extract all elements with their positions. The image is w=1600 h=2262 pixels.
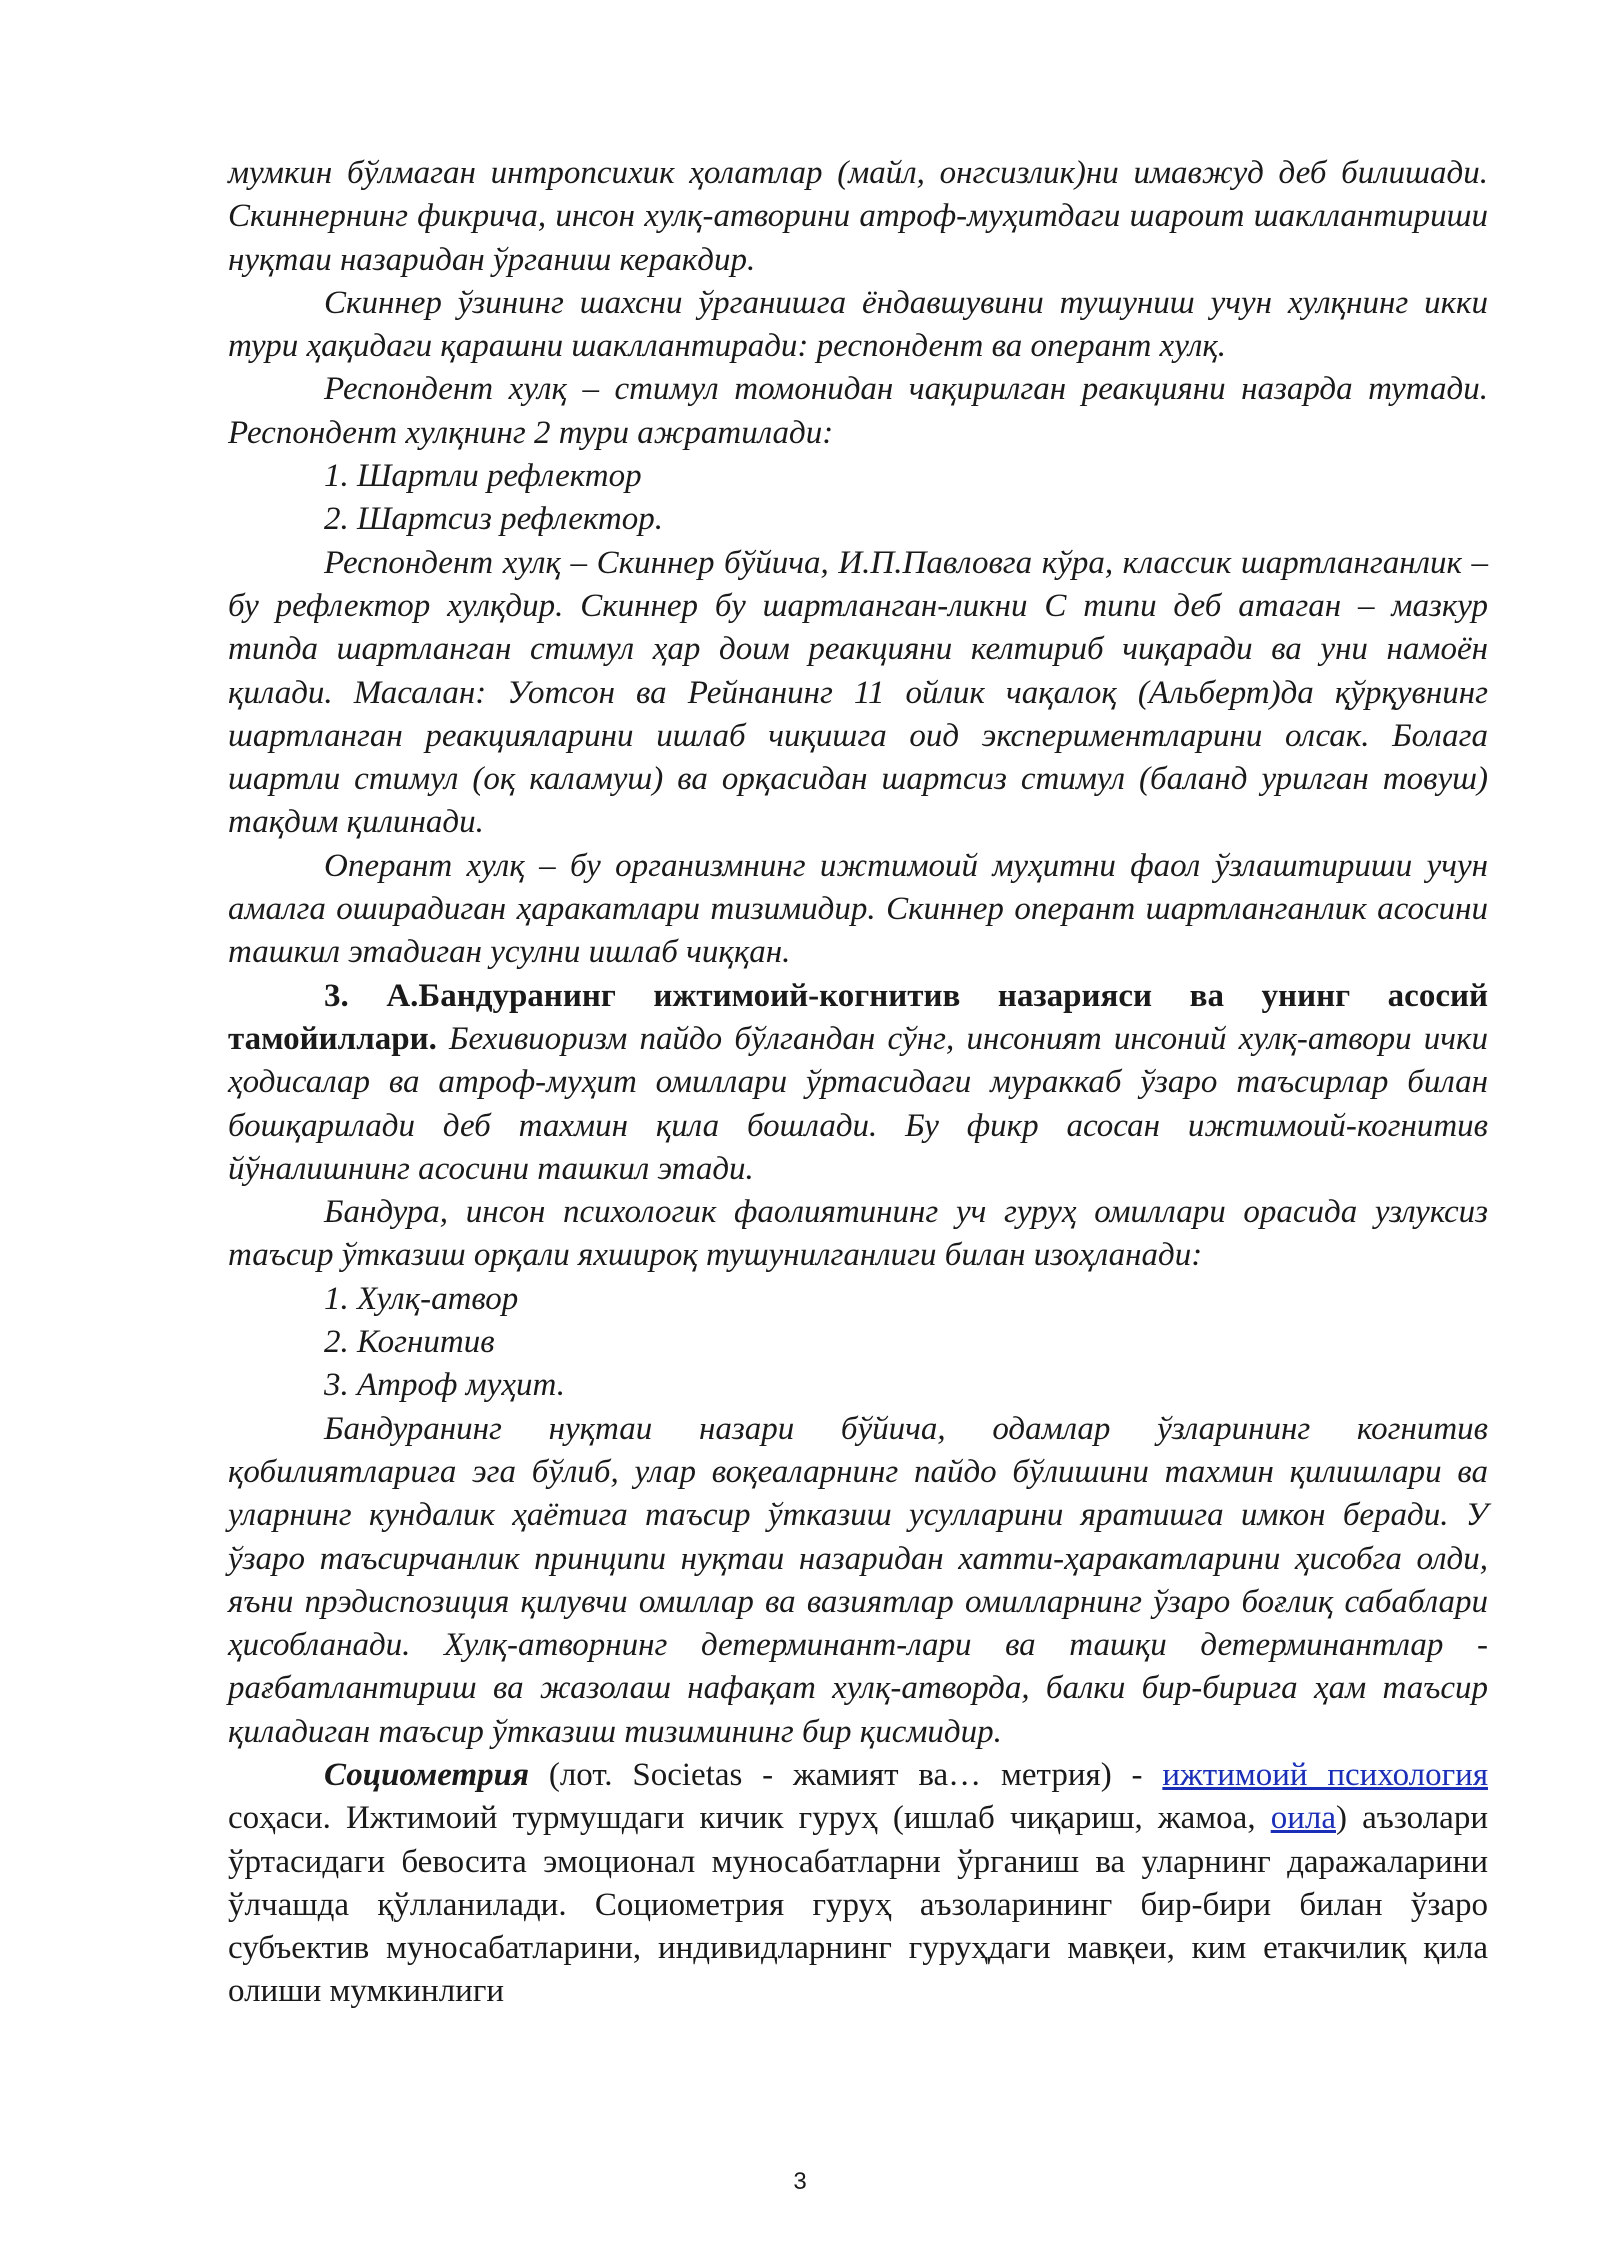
paragraph-3: Респондент хулқ – стимул томонидан чақирилган реакцияни назарда тутади. Респондент хулқнинг 2 тури ажратилади: xyxy=(228,371,1488,451)
document-page xyxy=(228,152,1488,2014)
section-text: Бехивиоризм пайдо бўлгандан сўнг, инсоният инсоний хулқ-атвори ички ҳодисалар ва атроф-муҳит омиллари ўртасидаги мураккаб ўзаро таъсирлар билан бошқарилади деб тахмин қила бошлади. Бу фикр асосан ижтимоий-когнитив йўналишнинг асосини ташкил этади. xyxy=(228,1020,1488,1187)
list-item: 1. Хулқ-атвор xyxy=(324,1280,519,1317)
link-social-psychology[interactable]: ижтимоий психология xyxy=(1162,1756,1488,1793)
paragraph-9 xyxy=(228,1754,1488,2014)
link-family[interactable]: оила xyxy=(1270,1800,1336,1837)
paragraph-8: Бандуранинг нуқтаи назари бўйича, одамлар ўзларининг когнитив қобилиятларига эга бўлиб, улар воқеаларнинг пайдо бўлишини тахмин қилишлари ва уларнинг кундалик ҳаётига таъсир ўтказиш усулларини яратишга имкон беради. У ўзаро таъсирчанлик принципи нуқтаи назаридан хатти-ҳаракатларини ҳисобга олди, яъни прэдиспозиция қилувчи омиллар ва вазиятлар омилларнинг ўзаро боғлиқ сабаблари ҳисобланади. Хулқ-атворнинг детерминант-лари ва ташқи детерминантлар - рағбатлантириш ва жазолаш нафақат хулқ-атворда, балки бир-бирига ҳам таъсир қиладиган таъсир ўтказиш тизимининг бир қисмидир. xyxy=(228,1410,1488,1750)
paragraph-5: Оперант хулқ – бу организмнинг ижтимоий муҳитни фаол ўзлаштириши учун амалга оширадиган ҳаракатлари тизимидир. Скиннер оперант шартланганлик асосини ташкил этадиган усулни ишлаб чиққан. xyxy=(228,847,1488,971)
paragraph-9-part-2: соҳаси. Ижтимоий турмушдаги кичик гуруҳ (ишлаб чиқариш, жамоа, xyxy=(228,1800,1271,1837)
paragraph-7: Бандура, инсон психологик фаолиятининг уч гуруҳ омиллари орасида узлуксиз таъсир ўтказиш орқали яхшироқ тушунилганлиги билан изоҳланади: xyxy=(228,1194,1488,1274)
term-sociometry: Социометрия xyxy=(324,1756,530,1793)
page-number: 3 xyxy=(793,2168,807,2195)
paragraph-4: Респондент хулқ – Скиннер бўйича, И.П.Павловга кўра, классик шартланганлик – бу рефлектор хулқдир. Скиннер бу шартланган-ликни С типи деб атаган – мазкур типда шартланган стимул ҳар доим реакцияни келтириб чиқаради ва уни намоён қилади. Масалан: Уотсон ва Рейнанинг 11 ойлик чақалоқ (Альберт)да қўрқувнинг шартланган реакцияларини ишлаб чиқишга оид экспериментларини олсак. Болага шартли стимул (оқ каламуш) ва орқасидан шартсиз стимул (баланд урилган товуш) тақдим қилинади. xyxy=(228,544,1488,841)
list-item: 2. Шартсиз рефлектор. xyxy=(324,501,663,538)
paragraph-6 xyxy=(228,975,1488,1191)
list-item: 2. Когнитив xyxy=(324,1324,495,1361)
section-heading: 3. А.Бандуранинг ижтимоий-когнитив назарияси ва унинг асосий тамойиллари. xyxy=(228,977,1488,1057)
paragraph-1: мумкин бўлмаган интропсихик ҳолатлар (майл, онгсизлик)ни имавжуд деб билишади. Скиннернинг фикрича, инсон хулқ-атворини атроф-муҳитдаги шароит шакллантириши нуқтаи назаридан ўрганиш керакдир. xyxy=(228,155,1488,278)
paragraph-2: Скиннер ўзининг шахсни ўрганишга ёндавшувини тушуниш учун хулқнинг икки тури ҳақидаги қарашни шакллантиради: респондент ва оперант хулқ. xyxy=(228,284,1488,365)
paragraph-9-part-1: (лот. Societas - жамият ва… метрия) - xyxy=(529,1756,1163,1793)
list-item: 3. Атроф муҳит. xyxy=(324,1367,566,1404)
list-item: 1. Шартли рефлектор xyxy=(324,458,642,495)
paragraph-9-part-3: ) аъзолари ўртасидаги бевосита эмоционал муносабатларни ўрганиш ва уларнинг даражаларини ўлчашда қўлланилади. Социометрия гуруҳ аъзоларининг бир-бири билан ўзаро субъектив муносабатларини, индивидларнинг гуруҳдаги мавқеи, ким етакчилиқ қила олиши мумкинлиги xyxy=(228,1800,1488,2010)
